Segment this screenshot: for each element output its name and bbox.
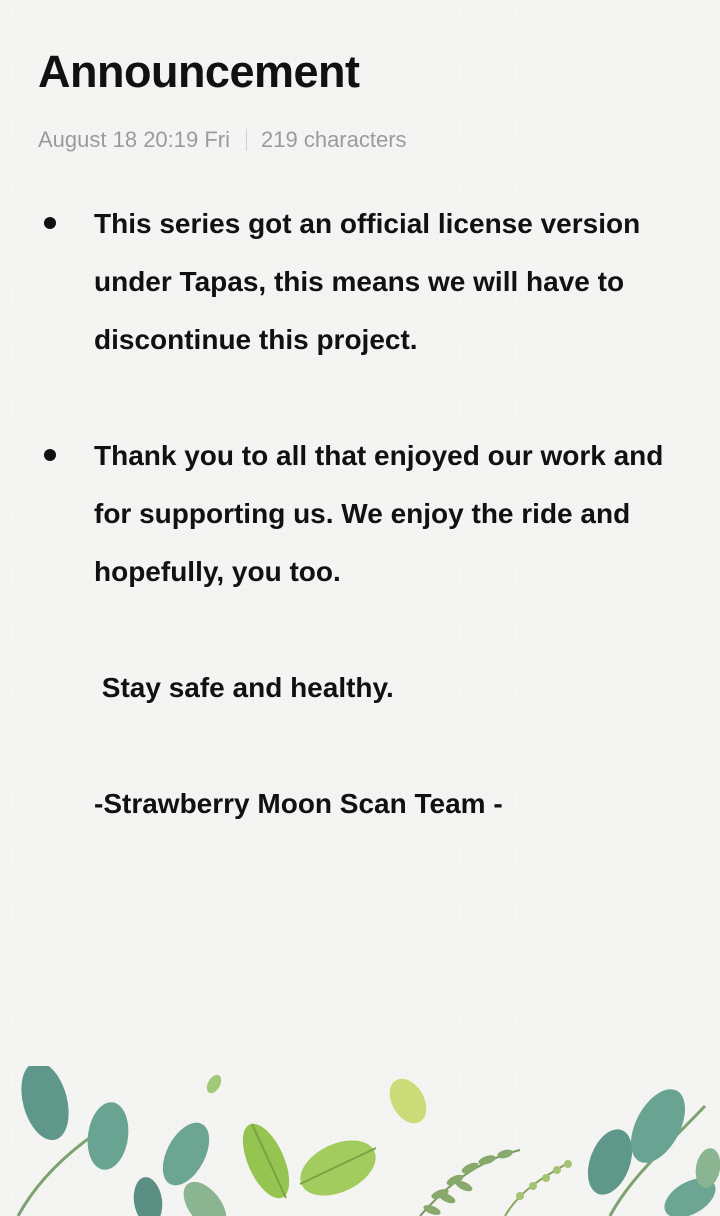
meta-divider — [246, 129, 247, 151]
signature-line: -Strawberry Moon Scan Team - — [94, 788, 503, 819]
bullet-text: Thank you to all that enjoyed our work and for supporting us. We enjoy the ride and hopefully, you too. — [94, 440, 664, 587]
bullet-dot-icon — [44, 449, 56, 461]
spacer — [0, 601, 720, 659]
note-body[interactable] — [0, 195, 720, 833]
bullet-item — [0, 195, 720, 369]
note-date: August 18 20:19 Fri — [38, 127, 231, 152]
note-title[interactable]: Announcement — [38, 46, 360, 97]
spacer — [0, 717, 720, 775]
bullet-text: This series got an official license version under Tapas, this means we will have to discontinue this project. — [94, 208, 641, 355]
note-char-count: 219 characters — [261, 127, 407, 152]
bullet-dot-icon — [44, 217, 56, 229]
closing-line: Stay safe and healthy. — [94, 672, 394, 703]
bullet-item — [0, 427, 720, 601]
note-meta — [38, 127, 407, 153]
leaf-border-icon — [0, 1066, 720, 1216]
